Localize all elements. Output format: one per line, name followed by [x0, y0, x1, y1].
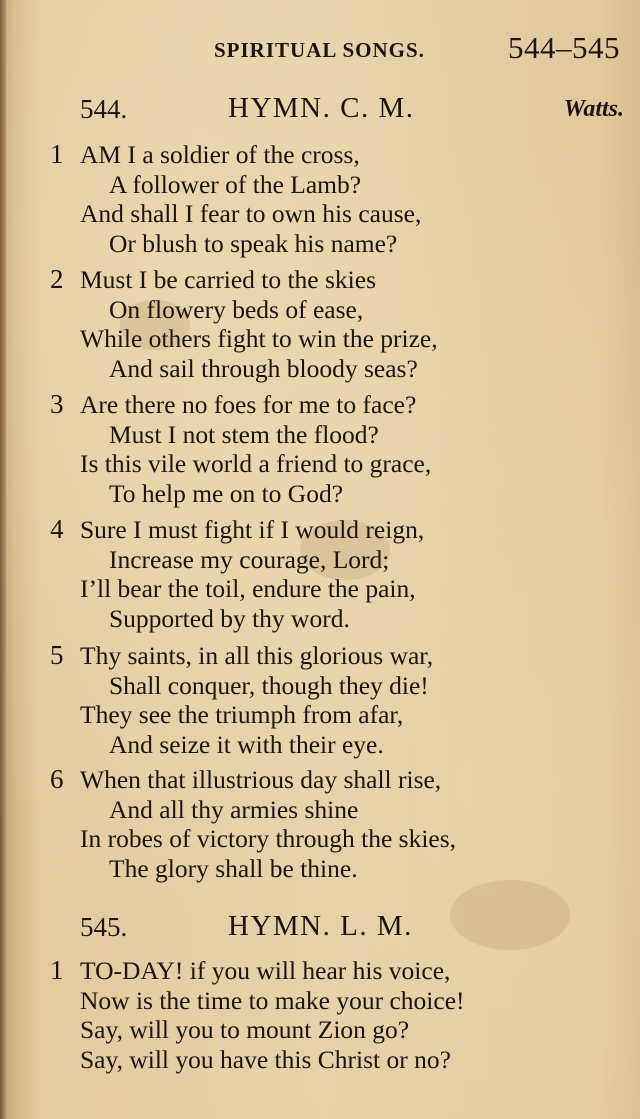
verse-line: And all thy armies shine	[109, 794, 359, 824]
verse-number: 5	[50, 640, 64, 670]
verse-line: I’ll bear the toil, endure the pain,	[80, 574, 416, 603]
verse-line: In robes of victory through the skies,	[80, 824, 457, 853]
verse-line: Now is the time to make your choice!	[80, 985, 465, 1015]
verse-line: Say, will you have this Christ or no?	[80, 1044, 451, 1074]
verse-line: Thy saints, in all this glorious war,	[80, 641, 434, 670]
verse-number: 1	[50, 955, 64, 985]
verse-number: 1	[50, 139, 64, 169]
verse-line: The glory shall be thine.	[109, 853, 358, 883]
hymn-author: Watts.	[563, 96, 624, 122]
verse-line: Or blush to speak his name?	[109, 228, 398, 258]
verse-number: 4	[50, 514, 64, 544]
verse-line: Shall conquer, though they die!	[109, 670, 429, 700]
verse-number: 6	[50, 764, 64, 794]
verse-number: 3	[50, 389, 64, 419]
verse-line: They see the triumph from afar,	[80, 700, 404, 729]
hymn-title: HYMN. C. M.	[228, 92, 415, 124]
verse-line: Is this vile world a friend to grace,	[80, 449, 432, 478]
running-head-page-numbers: 544–545	[508, 30, 620, 65]
page-spine-shadow	[0, 0, 6, 1119]
hymn-number: 545.	[80, 912, 128, 942]
running-head	[210, 30, 622, 70]
verse-line: And seize it with their eye.	[109, 729, 384, 759]
verse-line: TO-DAY! if you will hear his voice,	[80, 956, 451, 985]
running-head-title: SPIRITUAL SONGS.	[214, 38, 425, 62]
verse-line: On flowery beds of ease,	[109, 294, 364, 324]
hymn-heading	[0, 910, 640, 950]
hymn-heading	[0, 92, 640, 132]
verse-line: And shall I fear to own his cause,	[80, 199, 422, 228]
verse-line: To help me on to God?	[109, 478, 344, 508]
verse-number: 2	[50, 264, 64, 294]
hymn-number: 544.	[80, 94, 128, 124]
verse-line: AM I a soldier of the cross,	[80, 140, 360, 169]
verse-line: Must I be carried to the skies	[80, 265, 377, 294]
hymn-title: HYMN. L. M.	[228, 910, 413, 942]
verse-line: Say, will you to mount Zion go?	[80, 1015, 410, 1044]
verse-line: Increase my courage, Lord;	[109, 544, 390, 574]
verse-line: Must I not stem the flood?	[109, 419, 379, 449]
verse-line: When that illustrious day shall rise,	[80, 765, 442, 794]
verse-line: A follower of the Lamb?	[109, 169, 362, 199]
verse-line: Are there no foes for me to face?	[80, 390, 417, 419]
verse-line: And sail through bloody seas?	[109, 353, 418, 383]
verse-line: Supported by thy word.	[109, 603, 350, 633]
verse-line: While others fight to win the prize,	[80, 324, 438, 353]
verse-line: Sure I must fight if I would reign,	[80, 515, 425, 544]
